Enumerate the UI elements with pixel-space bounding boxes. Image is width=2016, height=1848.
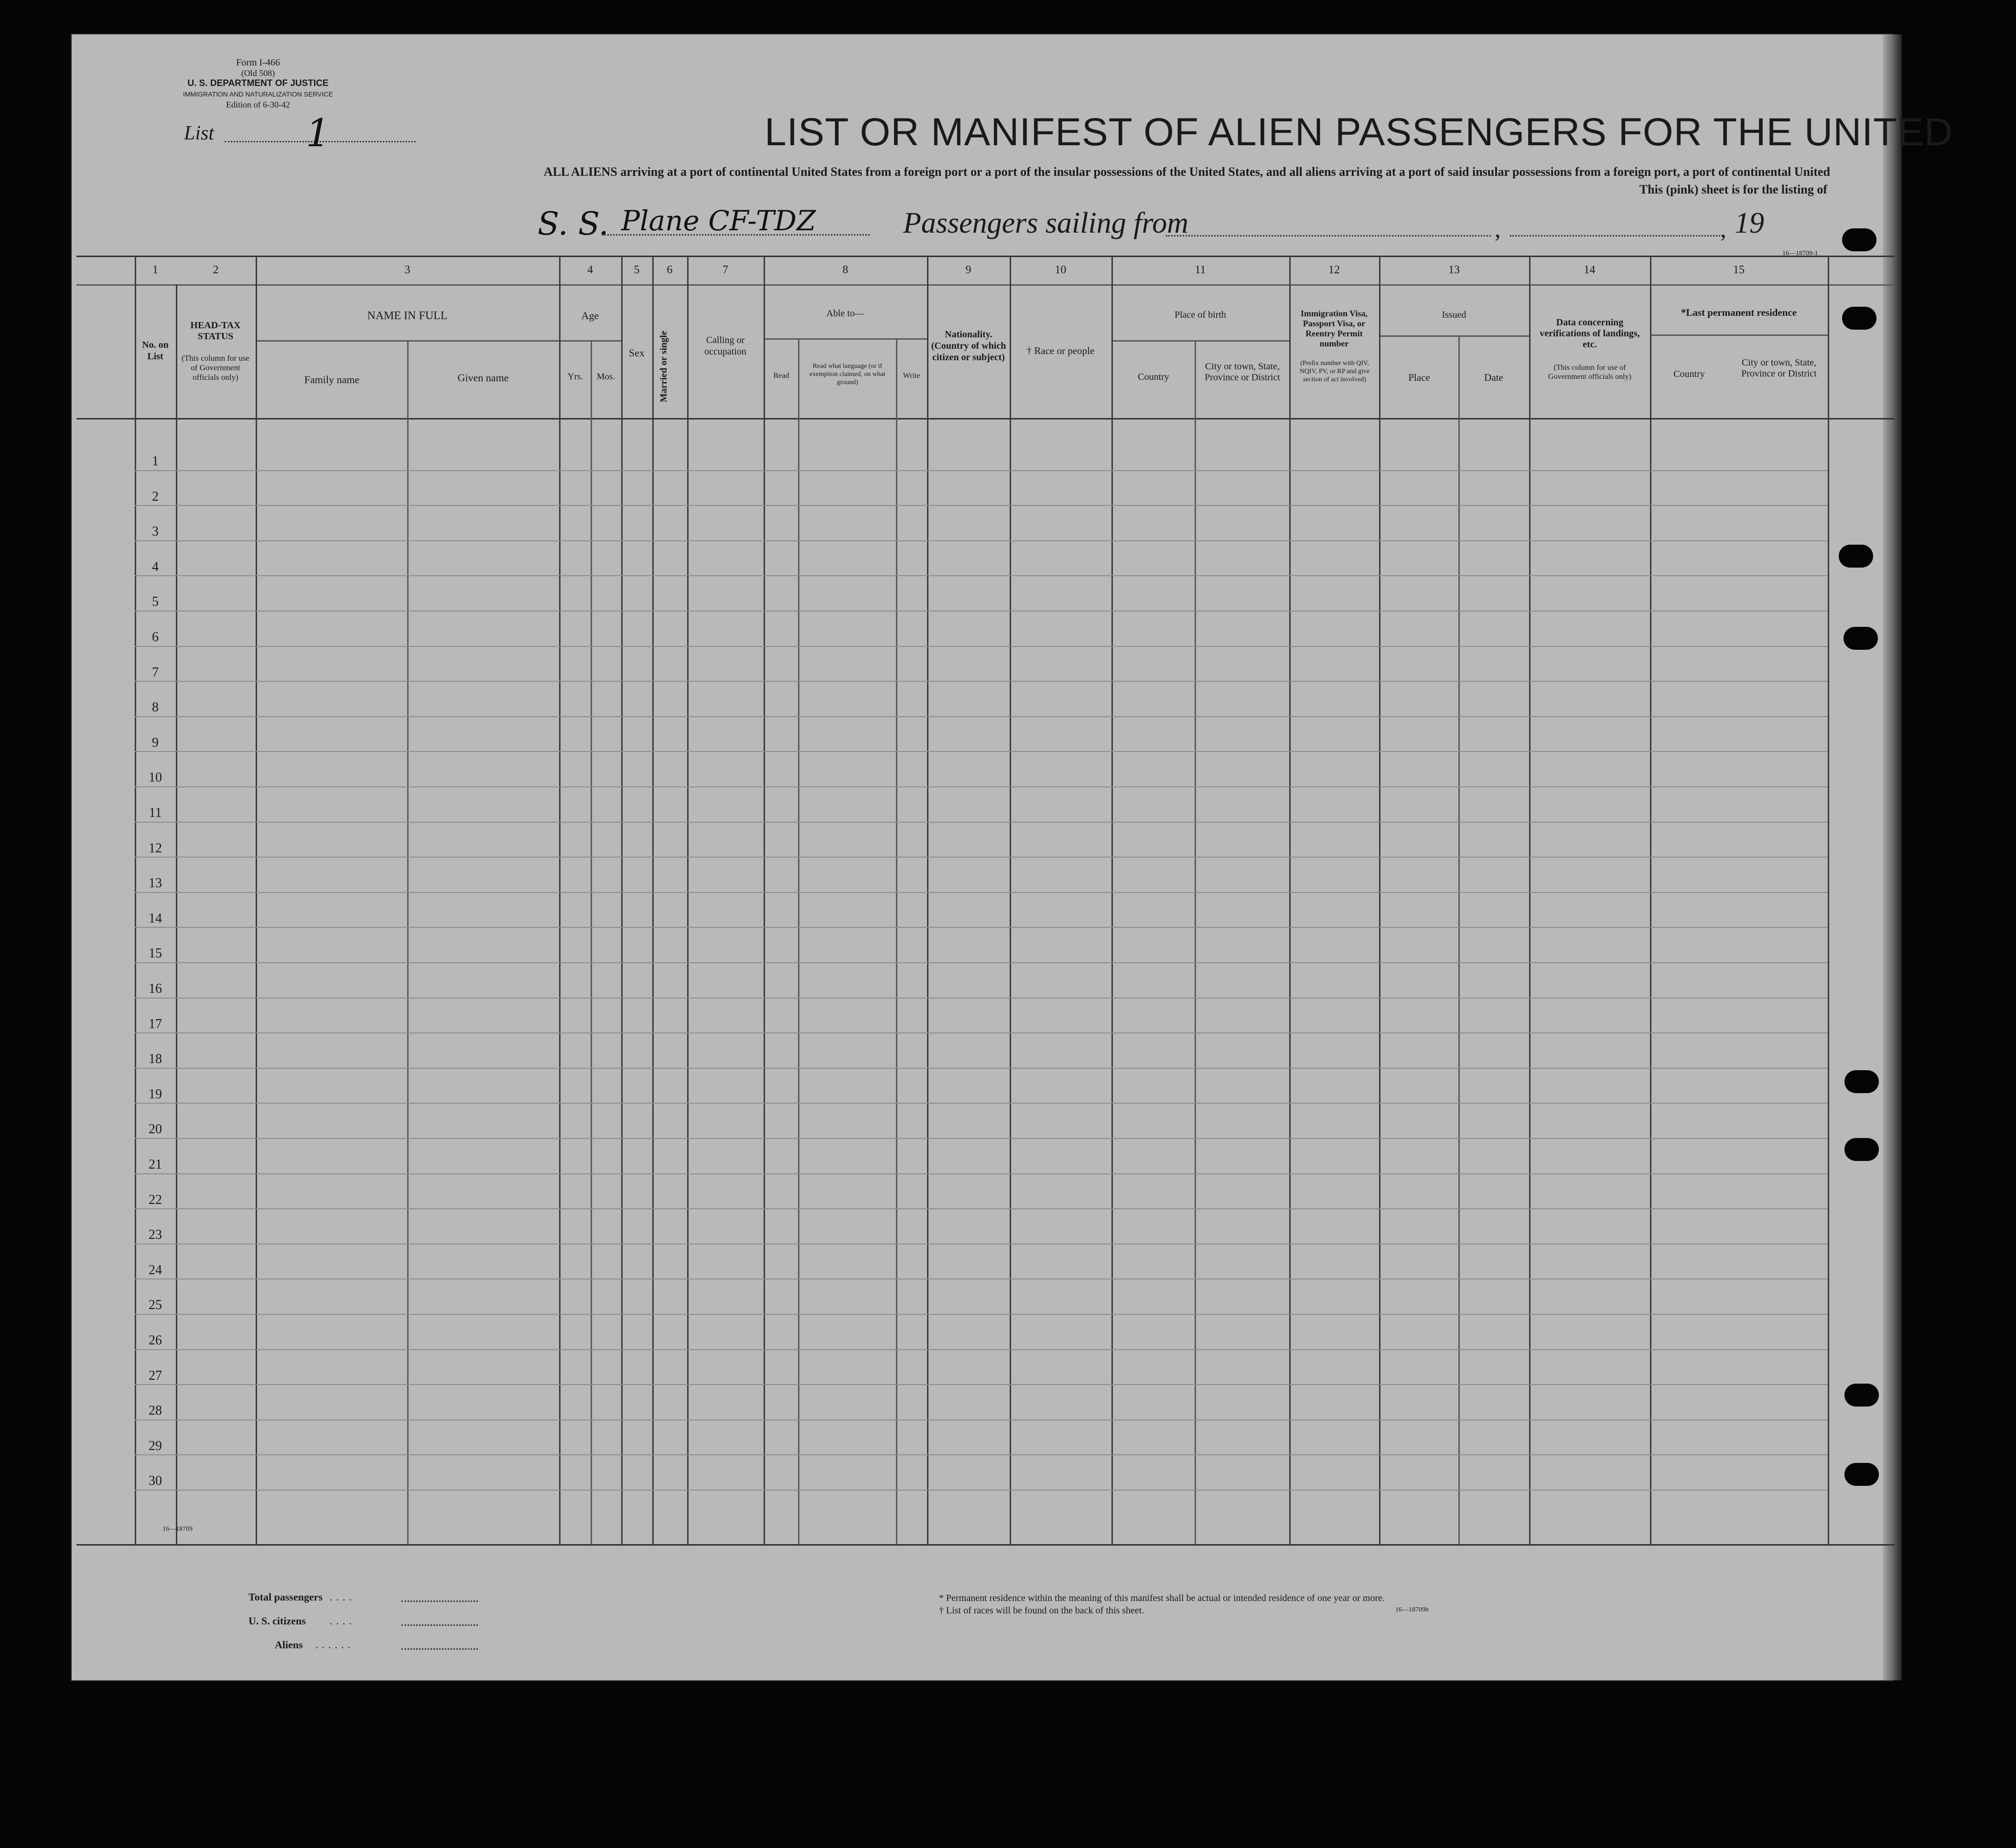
- row-rule: [135, 822, 1828, 823]
- header-res-city: City or town, State, Province or District: [1741, 357, 1817, 379]
- col-line: [256, 256, 257, 1544]
- row-rule: [135, 998, 1828, 999]
- col-number: 11: [1195, 264, 1206, 276]
- col-number: 13: [1448, 264, 1460, 276]
- col-number: 6: [667, 264, 673, 276]
- manifest-subtitle: ALL ALIENS arriving at a port of continental United States from a foreign port or a port of the insular possessions of the United States, and all aliens arriving at a port of said insular possessions from a foreign port, a port of continental United: [543, 165, 1830, 179]
- row-rule: [135, 1138, 1828, 1139]
- list-number-handwritten: 1: [306, 111, 330, 155]
- aliens-label: Aliens: [275, 1639, 303, 1651]
- col-line: [1529, 256, 1531, 1544]
- header-issued-date: Date: [1484, 372, 1503, 383]
- us-citizens-line: [401, 1624, 478, 1626]
- total-passengers-line: [401, 1601, 478, 1602]
- punch-hole: [1844, 1138, 1879, 1161]
- leader-dots: ......: [315, 1639, 354, 1651]
- able-sub-divider: [765, 338, 927, 340]
- row-number: 10: [149, 770, 162, 785]
- header-head-tax: HEAD-TAX STATUS: [190, 320, 241, 342]
- leader-dots: ....: [330, 1591, 356, 1603]
- print-code-right: 16—18709b: [1395, 1606, 1429, 1613]
- header-res-country: Country: [1673, 369, 1705, 379]
- row-rule: [135, 575, 1828, 576]
- col-line: [407, 340, 409, 1544]
- row-rule: [135, 1314, 1828, 1315]
- row-number: 26: [149, 1333, 162, 1348]
- us-citizens-label: U. S. citizens: [248, 1615, 306, 1627]
- punch-hole: [1844, 1384, 1879, 1407]
- row-rule: [135, 1419, 1828, 1420]
- form-department: U. S. DEPARTMENT OF JUSTICE: [187, 78, 329, 88]
- row-number: 23: [149, 1227, 162, 1243]
- col-line: [1010, 256, 1011, 1544]
- col-line: [1650, 256, 1651, 1544]
- column-number-divider: [76, 284, 1895, 286]
- row-number: 5: [152, 594, 159, 610]
- aliens-line: [401, 1648, 478, 1650]
- row-rule: [135, 1032, 1828, 1033]
- row-number: 11: [149, 806, 162, 820]
- form-edition: Edition of 6-30-42: [226, 100, 290, 109]
- header-visa-note: (Prefix number with QIV, NQIV, PV, or RP and give section of act involved): [1299, 360, 1370, 383]
- header-verification-note: (This column for use of Government officials only): [1548, 364, 1631, 381]
- row-rule: [135, 540, 1828, 541]
- row-rule: [135, 786, 1828, 787]
- row-number: 2: [152, 489, 159, 504]
- col-line: [798, 338, 799, 1544]
- comma: ,: [1495, 215, 1501, 242]
- row-rule: [135, 1384, 1828, 1385]
- col-line: [896, 338, 897, 1544]
- col-number: 8: [842, 264, 848, 276]
- sheet-torn-edge: [1883, 34, 1902, 1680]
- table-top-border: [76, 256, 1895, 257]
- ss-label: S. S.: [538, 205, 609, 242]
- header-age: Age: [581, 310, 599, 322]
- form-id-block: [162, 57, 354, 110]
- header-write: Write: [903, 372, 920, 380]
- header-given-name: Given name: [457, 372, 509, 384]
- row-rule: [135, 505, 1828, 506]
- row-rule: [135, 1244, 1828, 1245]
- list-label: List: [184, 122, 215, 144]
- row-number: 22: [149, 1192, 162, 1207]
- comma-2: ,: [1720, 215, 1726, 242]
- row-rule: [135, 1208, 1828, 1209]
- row-number: 24: [149, 1262, 162, 1278]
- total-passengers-label: Total passengers: [248, 1591, 323, 1603]
- row-number: 27: [149, 1368, 162, 1383]
- manifest-subtitle-2: This (pink) sheet is for the listing of: [1639, 183, 1827, 196]
- col-line: [1289, 256, 1291, 1544]
- col-line: [135, 256, 136, 1544]
- col-line: [687, 256, 689, 1544]
- row-number: 7: [152, 665, 159, 680]
- row-number: 12: [149, 840, 162, 856]
- punch-hole: [1844, 1070, 1879, 1093]
- header-head-tax-note: (This column for use of Government officials only): [181, 354, 250, 382]
- row-number: 29: [149, 1438, 162, 1453]
- ss-vessel-handwritten: Plane CF-TDZ: [621, 204, 816, 237]
- header-name-in-full: NAME IN FULL: [367, 310, 448, 322]
- col-number: 2: [213, 264, 219, 276]
- row-number: 20: [149, 1122, 162, 1137]
- row-number: 9: [152, 735, 159, 750]
- header-family-name: Family name: [304, 374, 360, 386]
- row-rule: [135, 892, 1828, 893]
- row-number: 25: [149, 1298, 162, 1313]
- header-calling: Calling or occupation: [704, 335, 746, 357]
- header-bottom-border: [76, 418, 1895, 419]
- print-code-top: 16—18709-1: [1782, 250, 1818, 257]
- col-line: [1195, 340, 1196, 1544]
- col-line: [652, 256, 654, 1544]
- print-code-left: 16—18709: [162, 1526, 193, 1533]
- header-place-of-birth: Place of birth: [1175, 310, 1226, 320]
- form-number: Form I-466: [236, 57, 280, 68]
- col-line: [764, 256, 765, 1544]
- header-birth-country: Country: [1138, 372, 1169, 382]
- col-line: [1458, 335, 1460, 1544]
- header-read: Read: [773, 372, 789, 380]
- punch-hole: [1839, 545, 1873, 568]
- header-yrs: Yrs.: [567, 372, 583, 382]
- header-read-language: Read what language (or if exemption claimed, on what ground): [809, 363, 885, 386]
- row-number: 3: [152, 524, 159, 539]
- residence-sub-divider: [1651, 334, 1829, 336]
- header-issued-place: Place: [1408, 372, 1430, 383]
- row-rule: [135, 927, 1828, 928]
- punch-hole: [1842, 307, 1876, 330]
- row-rule: [135, 1349, 1828, 1350]
- row-rule: [135, 470, 1828, 471]
- row-number: 17: [149, 1016, 162, 1031]
- col-line: [1828, 256, 1829, 1544]
- punch-hole: [1842, 228, 1876, 251]
- note-permanent-residence: * Permanent residence within the meaning of this manifest shall be actual or intended residence of one year or more.: [939, 1593, 1385, 1603]
- row-rule: [135, 681, 1828, 682]
- birth-sub-divider: [1112, 340, 1290, 342]
- row-number: 18: [149, 1052, 162, 1067]
- sailing-from-label: Passengers sailing from: [903, 207, 1189, 239]
- header-issued: Issued: [1442, 310, 1466, 320]
- row-rule: [135, 716, 1828, 717]
- issued-sub-divider: [1380, 335, 1529, 337]
- col-line: [621, 256, 623, 1544]
- row-rule: [135, 646, 1828, 647]
- row-number: 4: [152, 559, 159, 574]
- row-rule: [135, 1103, 1828, 1104]
- table-bottom-border: [76, 1544, 1895, 1546]
- row-number: 1: [152, 454, 159, 469]
- row-number: 13: [149, 876, 162, 891]
- header-birth-city: City or town, State, Province or District: [1205, 361, 1280, 383]
- col-number: 7: [722, 264, 728, 276]
- col-number: 1: [152, 264, 158, 276]
- form-service: IMMIGRATION AND NATURALIZATION SERVICE: [183, 90, 333, 98]
- col-number: 9: [965, 264, 971, 276]
- col-number: 4: [587, 264, 593, 276]
- header-race: † Race or people: [1026, 345, 1095, 356]
- ss-dotted-line: [602, 234, 870, 236]
- row-rule: [135, 1454, 1828, 1455]
- col-number: 12: [1328, 264, 1340, 276]
- col-line: [591, 340, 592, 1544]
- row-number: 30: [149, 1473, 162, 1489]
- header-last-residence: *Last permanent residence: [1681, 307, 1797, 318]
- col-number: 5: [634, 264, 640, 276]
- col-number: 3: [404, 264, 410, 276]
- punch-hole: [1844, 627, 1878, 650]
- col-number: 15: [1733, 264, 1745, 276]
- row-number: 15: [149, 946, 162, 961]
- row-number: 14: [149, 911, 162, 926]
- header-mos: Mos.: [596, 372, 615, 382]
- leader-dots: ....: [330, 1615, 356, 1627]
- manifest-title: LIST OR MANIFEST OF ALIEN PASSENGERS FOR THE UNITED: [765, 110, 1953, 154]
- row-number: 21: [149, 1157, 162, 1172]
- note-races: † List of races will be found on the back of this sheet.: [939, 1605, 1144, 1616]
- row-number: 8: [152, 700, 159, 715]
- col-line: [1379, 256, 1380, 1544]
- row-rule: [135, 857, 1828, 858]
- header-no-on-list: No. on List: [142, 340, 169, 362]
- col-line: [176, 284, 177, 1544]
- row-rule: [135, 1490, 1828, 1491]
- col-line: [1111, 256, 1113, 1544]
- col-number: 10: [1055, 264, 1067, 276]
- year-prefix: 19: [1735, 207, 1764, 239]
- header-nationality: Nationality. (Country of which citizen or subject): [931, 329, 1006, 363]
- col-line: [927, 256, 928, 1544]
- col-number: 14: [1584, 264, 1596, 276]
- sailing-from-line: [1166, 235, 1491, 236]
- row-rule: [135, 751, 1828, 752]
- row-rule: [135, 1173, 1828, 1174]
- col-line: [559, 256, 561, 1544]
- header-able-to: Able to—: [826, 308, 864, 319]
- row-number: 6: [152, 630, 159, 645]
- row-number: 16: [149, 981, 162, 996]
- row-rule: [135, 962, 1828, 963]
- date-line: [1510, 235, 1720, 236]
- header-married: Married or single: [658, 331, 669, 402]
- row-number: 19: [149, 1086, 162, 1102]
- row-rule: [135, 1068, 1828, 1069]
- header-sex: Sex: [629, 347, 645, 359]
- header-visa: Immigration Visa, Passport Visa, or Reentry Permit number: [1300, 309, 1368, 348]
- header-verification: Data concerning verifications of landings, etc.: [1540, 317, 1640, 350]
- row-number: 28: [149, 1403, 162, 1418]
- form-old-number: (Old 508): [241, 68, 275, 78]
- row-rule: [135, 611, 1828, 612]
- punch-hole: [1844, 1463, 1879, 1486]
